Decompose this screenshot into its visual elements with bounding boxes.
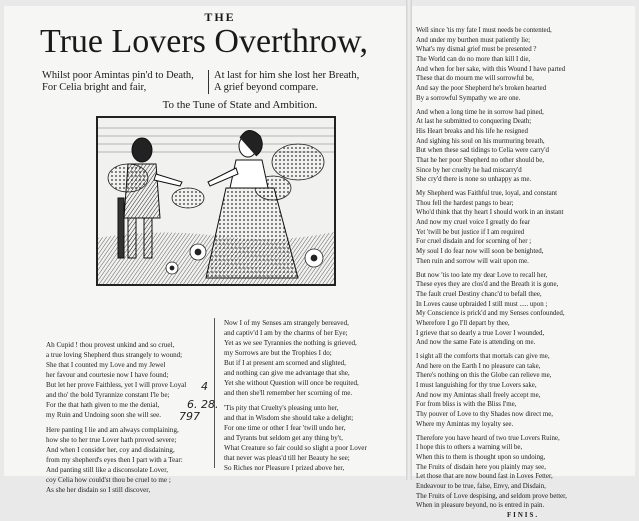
verse-line: His Heart breaks and his life he resigned bbox=[416, 127, 528, 135]
verse-line: When in pleasure beyond, no is entred in pain. bbox=[416, 502, 545, 510]
verse-line: My soul I do fear now will soon be benighted, bbox=[416, 248, 544, 256]
verse-line: For from bliss is with the Bliss I'me, bbox=[416, 401, 517, 409]
verse-line: that never was pleas'd till her Beauty he see; bbox=[224, 454, 350, 462]
handwritten-note: 4 bbox=[201, 380, 208, 393]
verse-line: 'Tis pity that Cruelty's pleasing unto her, bbox=[224, 404, 339, 412]
woodcut-illustration bbox=[96, 116, 336, 286]
verse-line: her favour and courtesie now I have found; bbox=[46, 371, 169, 379]
verse-line: And under my burthen must patiently lie; bbox=[416, 36, 531, 44]
verse-line: Endeavour to be true, false, Envy, and Disdain, bbox=[416, 482, 546, 490]
verse-line: And now my Amintas shall freely accept me, bbox=[416, 391, 541, 399]
verse-line: The Fruits of disdain here you plainly may see, bbox=[416, 463, 546, 471]
verse-line: But let her prove Faithless, yet I will prove Loyal bbox=[46, 381, 187, 389]
verse-line: and tho' the bold Tyrannize constant I'le be; bbox=[46, 391, 170, 399]
verse-line: Therefore you have heard of two true Lovers Ruine, bbox=[416, 434, 560, 442]
verse-line: That he her poor Shepherd no other should be, bbox=[416, 156, 545, 164]
verse-line: And when I consider her, coy and disdaining, bbox=[46, 446, 175, 454]
verse-line: My Shepherd was Faithful true, loyal, and constant bbox=[416, 190, 558, 197]
verse-line: Yet she without Question will once be requited, bbox=[224, 379, 359, 387]
ballad-title: True Lovers Overthrow, bbox=[40, 23, 368, 60]
verse-line: Now I of my Senses am strangely bereaved, bbox=[224, 319, 349, 327]
verse-line: These eyes they are clos'd and the Breath it is gone, bbox=[416, 281, 559, 289]
subtitle-right-line: A grief beyond compare. bbox=[214, 82, 319, 93]
verse-line: But now 'tis too late my dear Love to recall her, bbox=[416, 271, 548, 279]
verse-line: So Riches nor Pleasure I prized above her, bbox=[224, 464, 345, 472]
verse-line: Who'd think that thy heart I should work in an instant bbox=[416, 209, 564, 217]
verse-line: At last he submitted to conquering Death; bbox=[416, 118, 532, 126]
verse-line: By a sorrowful Sympathy we are one. bbox=[416, 94, 521, 102]
verse-line: I hope this to others a warning will be, bbox=[416, 444, 523, 452]
verse-line: Well since 'tis my fate I must needs be contented, bbox=[416, 27, 552, 34]
verse-line: But if I at present am scorned and slighted, bbox=[224, 359, 346, 367]
verse-line: And here on the Earth I no pleasure can take, bbox=[416, 362, 541, 370]
verse-line: And now my cruel voice I greatly do fear bbox=[416, 219, 531, 227]
subtitle-left bbox=[42, 70, 194, 94]
column-rule bbox=[214, 318, 215, 468]
verse-line: from my shepherd's eyes then I part with a Tear: bbox=[46, 456, 183, 464]
verse-line: I grieve that so dearly a true Lover I wounded, bbox=[416, 329, 545, 337]
verse-column-3 bbox=[416, 26, 630, 519]
verse-line: What's my dismal grief must be presented ? bbox=[416, 46, 537, 54]
verse-line: And when a long time he in sorrow had pined, bbox=[416, 108, 544, 116]
verse-column-1 bbox=[46, 340, 208, 494]
handwritten-note: 797 bbox=[179, 410, 200, 423]
verse-line: Wherefore I go I'll depart by thee, bbox=[416, 319, 510, 327]
verse-line: Yet as we see Tyrannies the nothing is grieved, bbox=[224, 339, 357, 347]
verse-line: and nothing can give me advantage that she, bbox=[224, 369, 350, 377]
verse-line: I must languishing for thy true Lovers sake, bbox=[416, 382, 537, 390]
verse-line: a true loving Shepherd thus strangely to wound; bbox=[46, 351, 183, 359]
verse-column-2 bbox=[224, 318, 402, 476]
verse-line: As she her disdain so I still discover, bbox=[46, 486, 151, 494]
verse-line: Here panting I lie and am always complaining, bbox=[46, 426, 179, 434]
subtitle-right-line: At last for him she lost her Breath, bbox=[214, 70, 360, 81]
verse-line: Let those that are now bound fast in Loves Fetter, bbox=[416, 473, 553, 481]
subtitle-right bbox=[214, 70, 359, 94]
verse-line: For cruel disdain and for scorning of her ; bbox=[416, 238, 532, 246]
verse-line: my Ruin and Undoing soon she will see. bbox=[46, 411, 162, 419]
verse-line: And now the same Fate is attending on me. bbox=[416, 339, 536, 347]
subtitle-left-line: Whilst poor Amintas pin'd to Death, bbox=[42, 70, 194, 81]
verse-line: and Tyrants but seldom get any thing by't, bbox=[224, 434, 343, 442]
verse-line: What Creature so fair could so slight a poor Lover bbox=[224, 444, 367, 452]
finis-label: FINIS. bbox=[506, 512, 540, 519]
verse-line: The World can do no more than kill I die, bbox=[416, 56, 531, 64]
page-gutter bbox=[406, 0, 412, 480]
verse-line: And sighing his soul on his murmuring breath, bbox=[416, 137, 545, 145]
verse-line: There's nothing on this the Globe can relieve me, bbox=[416, 372, 552, 380]
verse-line: In Loves cause upbraided I still must ..... upon ; bbox=[416, 300, 548, 308]
verse-line: I sight all the comforts that mortals can give me, bbox=[416, 353, 550, 360]
verse-line: My Conscience is prick'd and my Senses confounded, bbox=[416, 310, 565, 318]
verse-line: The Fruits of Love despising, and seldom prove better, bbox=[416, 492, 567, 500]
verse-line: For one time or other I fear 'twill undo her, bbox=[224, 424, 346, 432]
tune-line: To the Tune of State and Ambition. bbox=[162, 99, 318, 111]
verse-line: And panting still like a disconsolate Lover, bbox=[46, 466, 169, 474]
title-the: THE bbox=[204, 10, 236, 24]
verse-line: and then she'll remember her scorning of me. bbox=[224, 389, 353, 397]
handwritten-note: 6. 28. bbox=[187, 398, 219, 411]
verse-line: and that in Wisdom she should take a delight; bbox=[224, 414, 354, 422]
verse-line: She that I counted my Love and my Jewel bbox=[46, 361, 166, 369]
verse-line: The fault cruel Destiny chanc'd to befall thee, bbox=[416, 290, 542, 298]
verse-line: coy Celia how could'st thou be cruel to me ; bbox=[46, 476, 171, 484]
verse-line: Ah Cupid ! thou provest unkind and so cruel, bbox=[46, 341, 175, 349]
subtitle-left-line: For Celia bright and fair, bbox=[42, 82, 147, 93]
verse-line: Thou fell the hardest pangs to bear; bbox=[416, 199, 514, 207]
verse-line: She cry'd there is none so unhappy as me. bbox=[416, 176, 532, 184]
verse-line: Yet 'twill be but justice if I am required bbox=[416, 228, 525, 236]
verse-line: These that do mourn me will sorrowful be, bbox=[416, 75, 534, 83]
verse-line: But when these sad tidings to Celia were carry'd bbox=[416, 147, 549, 155]
verse-line: When this to them is thought upon so undoing, bbox=[416, 453, 546, 461]
verse-line: how she to her true Lover hath proved severe; bbox=[46, 436, 177, 444]
verse-line: And when for her sake, with this Wound I have parted bbox=[416, 65, 566, 73]
verse-line: Since by her cruelty he had miscarry'd bbox=[416, 166, 522, 174]
verse-line: Then ruin and sorrow will wait upon me. bbox=[416, 257, 529, 265]
verse-line: and captiv'd I am by the charms of her Eye; bbox=[224, 329, 348, 337]
verse-line: For the that hath given to me the denial, bbox=[46, 401, 160, 409]
verse-line: And say the poor Shepherd he's broken hearted bbox=[416, 85, 547, 93]
verse-line: Thy pouver of Love to thy Shades now direct me, bbox=[416, 411, 554, 419]
verse-line: my Sorrows are but the Trophies I do; bbox=[224, 349, 332, 357]
verse-line: Where my Amintas my loyalty see. bbox=[416, 420, 514, 428]
